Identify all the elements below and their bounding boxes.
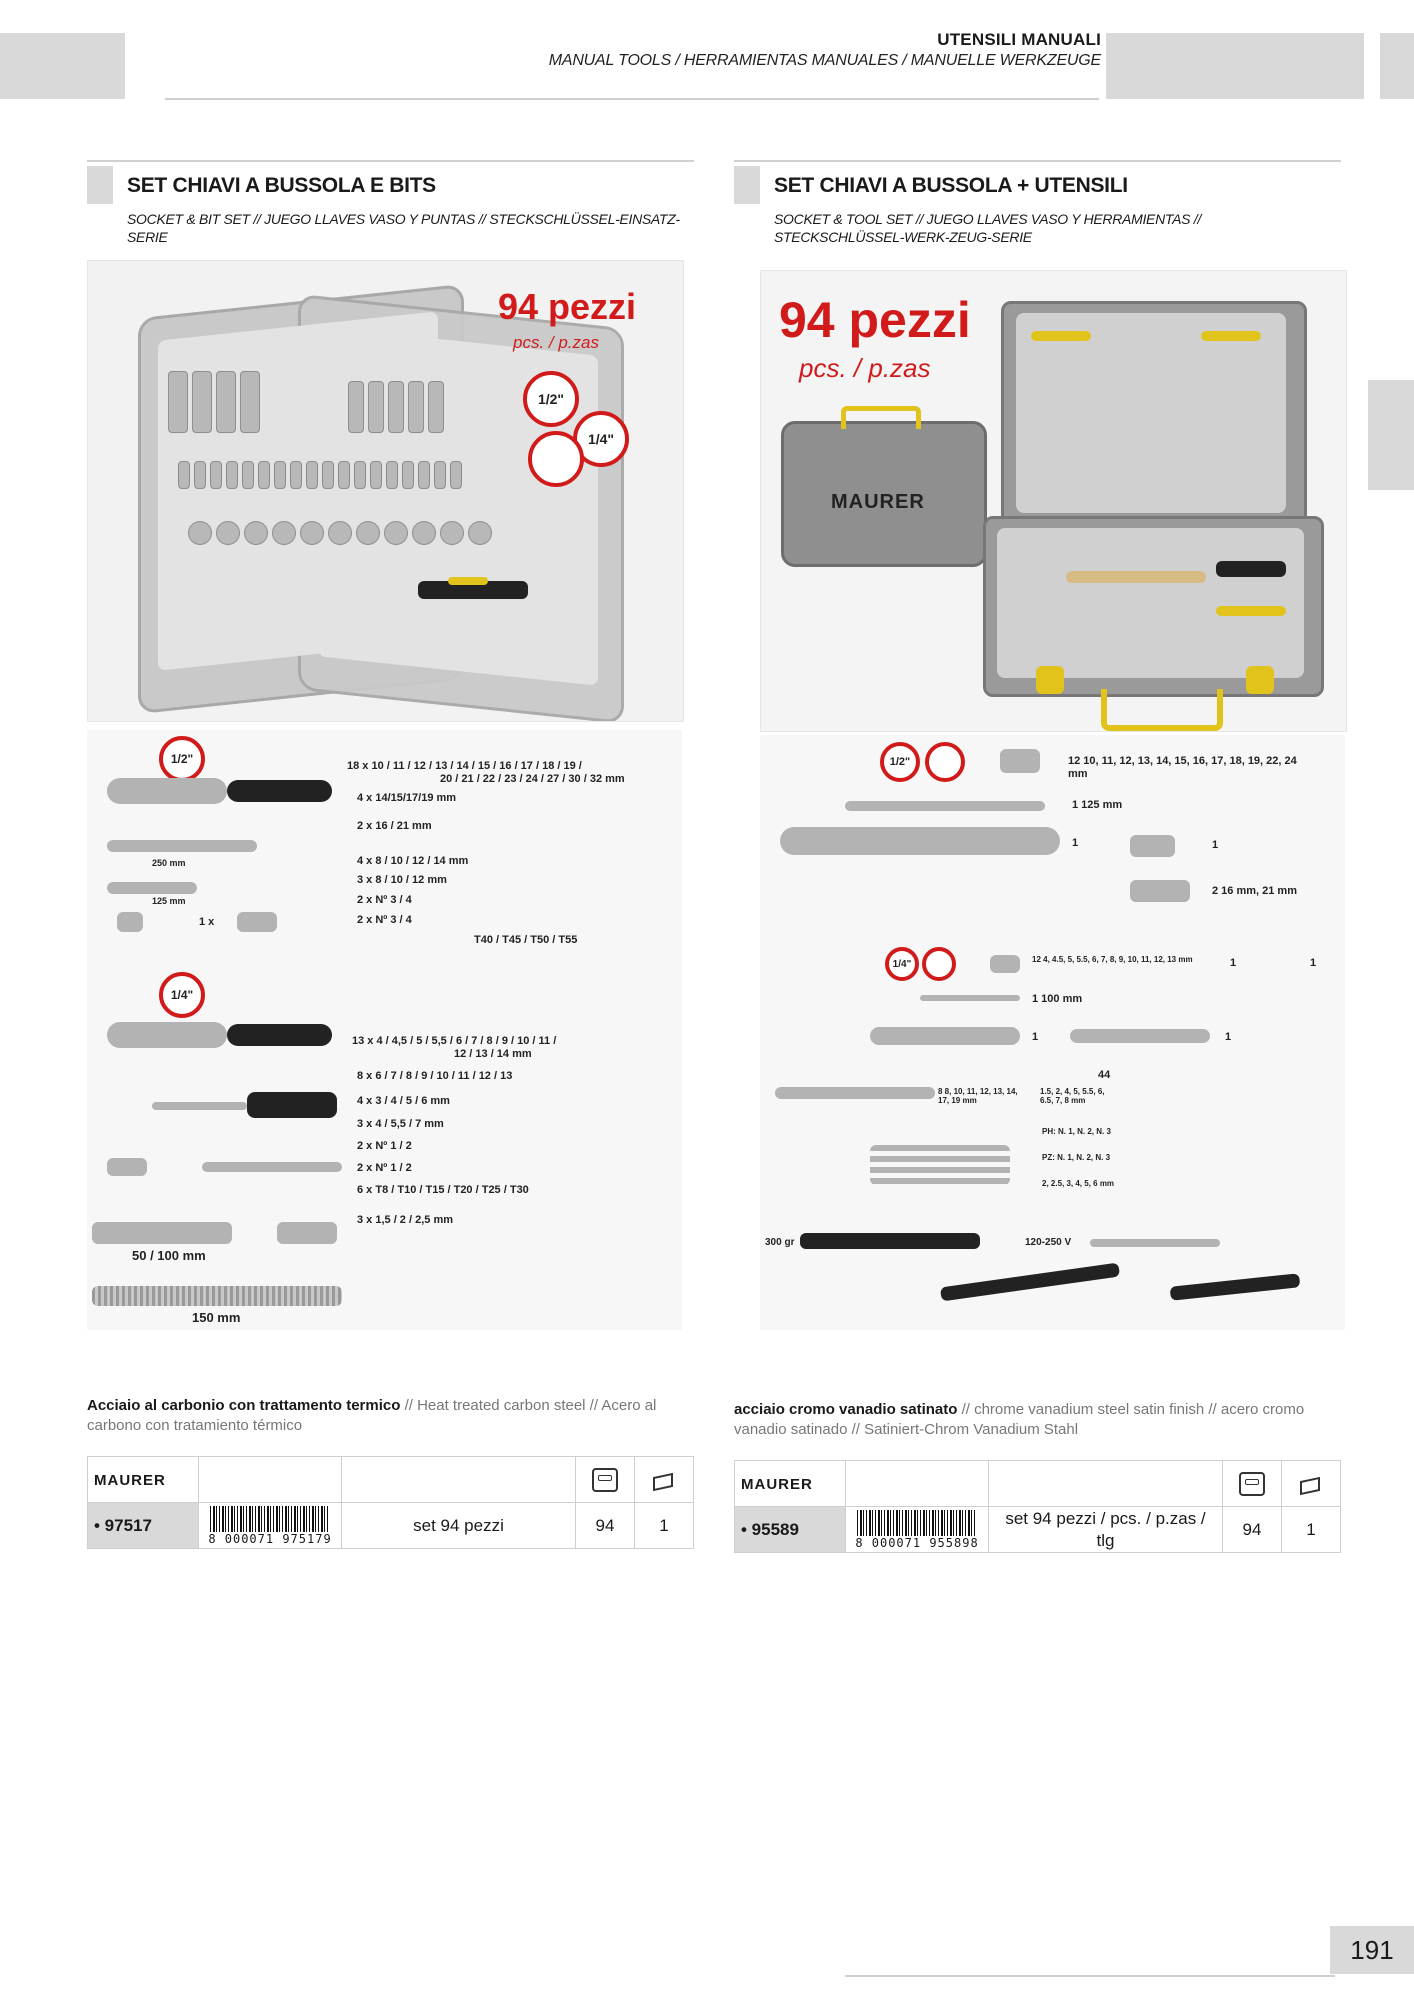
product-qty: 94: [1223, 1507, 1282, 1553]
left-spec-drawing: [87, 730, 682, 1330]
closed-case-handle: [841, 406, 921, 429]
universal-joint-small: [277, 1222, 337, 1244]
spec-line: 2 x Nº 3 / 4: [357, 914, 412, 926]
table-row: [735, 1507, 1341, 1553]
ratchet: [780, 827, 1060, 855]
right-section-divider: [734, 160, 1341, 162]
ratchet-half-inch-grip: [227, 780, 332, 802]
spec-line: 6 x T8 / T10 / T15 / T20 / T25 / T30: [357, 1184, 529, 1196]
spec-line: 1: [1212, 839, 1219, 851]
spec-line: 12 4, 4.5, 5, 5.5, 6, 7, 8, 9, 10, 11, 12, 13 mm: [1032, 955, 1193, 964]
bit-holder-shaft: [152, 1102, 247, 1110]
barcode: [210, 1506, 330, 1532]
box-icon: [592, 1468, 618, 1492]
right-section-title: SET CHIAVI A BUSSOLA + UTENSILI: [774, 174, 1128, 197]
table-row: [88, 1457, 694, 1503]
hex-icon: [925, 742, 965, 782]
adapter-small: [107, 1158, 147, 1176]
barcode-cell: [846, 1507, 989, 1553]
open-case-handle: [1101, 689, 1223, 731]
ratchet-quarter-inch-grip: [227, 1024, 332, 1046]
spec-line: 150 mm: [192, 1310, 241, 1325]
spec-line: 20 / 21 / 22 / 23 / 24 / 27 / 30 / 32 mm: [440, 773, 625, 785]
spec-badge-quarter-inch: 1/4": [159, 972, 205, 1018]
spec-line: 1.5, 2, 4, 5, 5.5, 6, 6.5, 7, 8 mm: [1040, 1087, 1105, 1105]
spec-line: 1: [1225, 1031, 1232, 1043]
brand-cell: [735, 1461, 846, 1507]
closed-case-brand: MAURER: [831, 491, 925, 513]
spec-badge-quarter-inch: 1/4": [885, 947, 919, 981]
header-right-block: [1106, 33, 1364, 99]
product-code: • 95589: [735, 1507, 846, 1553]
spec-line: 2 x Nº 3 / 4: [357, 894, 412, 906]
combination-pliers: [1170, 1273, 1301, 1301]
spec-line: 50 / 100 mm: [132, 1248, 206, 1263]
socket-small: [990, 955, 1020, 973]
spec-line: 3 x 4 / 5,5 / 7 mm: [357, 1118, 444, 1130]
left-section: [87, 160, 694, 246]
spec-line: 1: [1230, 957, 1237, 969]
left-section-subtitle: SOCKET & BIT SET // JUEGO LLAVES VASO Y PUNTAS // STECKSCHLÜSSEL-EINSATZ-SERIE: [127, 211, 680, 245]
right-material-rest: // chrome vanadium steel satin finish // acero cromo vanadio satinado // Satiniert-Chrom Vanadium Stahl: [734, 1401, 1305, 1438]
barcode: [857, 1510, 977, 1536]
left-material-rest: // Heat treated carbon steel // Acero al carbono con tratamiento térmico: [87, 1397, 657, 1434]
case-latch: [1246, 666, 1274, 694]
spec-line: 125 mm: [152, 896, 186, 906]
right-product-photo: [760, 270, 1347, 732]
screwdriver: [1031, 331, 1091, 341]
spec-line: 2 16 mm, 21 mm: [1212, 885, 1297, 897]
universal-joint: [237, 912, 277, 932]
spec-line: 4 x 14/15/17/19 mm: [357, 792, 457, 804]
spec-line: PZ: N. 1, N. 2, N. 3: [1042, 1153, 1111, 1162]
spec-line: 2, 2.5, 3, 4, 5, 6 mm: [1042, 1179, 1115, 1188]
left-material-description: [87, 1396, 682, 1436]
footer-divider: [845, 1975, 1335, 1977]
spec-line: 18 x 10 / 11 / 12 / 13 / 14 / 15 / 16 / 17 / 18 / 19 /: [347, 760, 582, 772]
water-pump-pliers: [940, 1263, 1120, 1302]
screwdriver: [1201, 331, 1261, 341]
right-section-marker: [734, 166, 760, 204]
product-description: set 94 pezzi / pcs. / p.zas / tlg: [989, 1507, 1223, 1553]
spec-line: 44: [1098, 1069, 1111, 1081]
combination-wrench: [775, 1087, 935, 1099]
right-count-label: 94 pezzi: [779, 292, 971, 348]
open-case-bottom-inner: [997, 528, 1304, 678]
spec-line: 8 8, 10, 11, 12, 13, 14, 17, 19 mm: [938, 1087, 1018, 1105]
page-number: 191: [1330, 1926, 1414, 1974]
brand-logo: MAURER: [94, 1471, 166, 1489]
spec-line: PH: N. 1, N. 2, N. 3: [1042, 1127, 1111, 1136]
package-icon: [649, 1469, 679, 1491]
left-section-marker: [87, 166, 113, 204]
spec-line: 1 100 mm: [1032, 993, 1083, 1005]
ratchet-small: [870, 1027, 1020, 1045]
product-code: • 97517: [88, 1503, 199, 1549]
barcode-number: 8 000071 955898: [855, 1535, 979, 1550]
spec-line: 1: [1310, 957, 1317, 969]
left-section-title: SET CHIAVI A BUSSOLA E BITS: [127, 174, 436, 197]
brand-cell: [88, 1457, 199, 1503]
screwdriver-handle: [247, 1092, 337, 1118]
package-icon: [1296, 1473, 1326, 1495]
product-pack: 1: [635, 1503, 694, 1549]
open-case-top-inner: [1016, 313, 1286, 513]
left-product-table: [87, 1456, 694, 1549]
barcode-number: 8 000071 975179: [208, 1531, 332, 1546]
extension-125: [107, 882, 197, 894]
spec-line: 120-250 V: [1025, 1237, 1072, 1248]
spec-badge-half-inch: 1/2": [880, 742, 920, 782]
hex-icon: [922, 947, 956, 981]
spec-line: 3 x 8 / 10 / 12 mm: [357, 874, 447, 886]
left-pcs-label: pcs. / p.zas: [513, 333, 599, 352]
spark-plug-socket: [1130, 880, 1190, 902]
right-product-table: [734, 1460, 1341, 1553]
extension-small: [920, 995, 1020, 1001]
extension: [845, 801, 1045, 811]
ratchet-grip: [448, 577, 488, 585]
right-material-bold: acciaio cromo vanadio satinato: [734, 1401, 958, 1418]
t-bar: [202, 1162, 342, 1172]
table-row: [88, 1503, 694, 1549]
bit-driver: [1070, 1029, 1210, 1043]
header-subtitle: MANUAL TOOLS / HERRAMIENTAS MANUALES / MANUELLE WERKZEUGE: [548, 52, 1101, 69]
spec-line: 1 125 mm: [1072, 799, 1123, 811]
left-count-label: 94 pezzi: [498, 286, 637, 327]
adapter: [117, 912, 143, 932]
header-title: UTENSILI MANUALI: [937, 30, 1101, 49]
flexible-extension: [92, 1286, 342, 1306]
case-latch: [1036, 666, 1064, 694]
right-section: [734, 160, 1341, 246]
product-description: set 94 pezzi: [342, 1503, 576, 1549]
header-left-block: [0, 33, 125, 99]
adapter: [1130, 835, 1175, 857]
voltage-tester: [1090, 1239, 1220, 1247]
spec-line: 8 x 6 / 7 / 8 / 9 / 10 / 11 / 12 / 13: [357, 1070, 513, 1082]
extension-250: [107, 840, 257, 852]
product-pack: 1: [1282, 1507, 1341, 1553]
spec-line: 2 x Nº 1 / 2: [357, 1162, 412, 1174]
spec-line: 3 x 1,5 / 2 / 2,5 mm: [357, 1214, 454, 1226]
spec-line: 250 mm: [152, 858, 186, 868]
spec-line: 13 x 4 / 4,5 / 5 / 5,5 / 6 / 7 / 8 / 9 / 10 / 11 /: [352, 1035, 557, 1047]
spec-line: 1: [1072, 837, 1079, 849]
left-material-bold: Acciaio al carbonio con trattamento termico: [87, 1397, 401, 1414]
spec-line: T40 / T45 / T50 / T55: [474, 934, 578, 946]
pliers: [1216, 561, 1286, 577]
right-pcs-label: pcs. / p.zas: [799, 353, 931, 383]
hex-icon: [528, 431, 584, 487]
hammer-handle: [1066, 571, 1206, 583]
spec-line: 2 x Nº 1 / 2: [357, 1140, 412, 1152]
left-product-photo: [87, 260, 684, 722]
box-icon: [1239, 1472, 1265, 1496]
table-row: [735, 1461, 1341, 1507]
extension-50-100: [92, 1222, 232, 1244]
spec-line: 4 x 3 / 4 / 5 / 6 mm: [357, 1095, 450, 1107]
spec-line: 2 x 16 / 21 mm: [357, 820, 432, 832]
header-divider: [165, 98, 1099, 100]
header-far-block: [1380, 33, 1414, 99]
spec-badge-half-inch: 1/2": [159, 736, 205, 782]
socket: [1000, 749, 1040, 773]
spec-line: 12 10, 11, 12, 13, 14, 15, 16, 17, 18, 19, 22, 24 mm: [1068, 755, 1297, 780]
spec-line: 4 x 8 / 10 / 12 / 14 mm: [357, 855, 469, 867]
brand-logo: MAURER: [741, 1475, 813, 1493]
hammer: [800, 1233, 980, 1249]
badge-half-inch: 1/2": [523, 371, 579, 427]
badge-quarter-inch: 1/4": [573, 411, 629, 467]
side-tab: [1368, 380, 1414, 490]
ratchet-quarter-inch: [107, 1022, 227, 1048]
spec-line: 1 x: [199, 916, 215, 928]
right-section-subtitle: SOCKET & TOOL SET // JUEGO LLAVES VASO Y HERRAMIENTAS // STECKSCHLÜSSEL-WERK-ZEUG-SERIE: [774, 211, 1201, 245]
ratchet-half-inch: [107, 778, 227, 804]
screwdrivers: [870, 1145, 1010, 1185]
pliers-grip: [1216, 606, 1286, 616]
spec-line: 12 / 13 / 14 mm: [454, 1048, 532, 1060]
right-spec-drawing: [760, 735, 1345, 1330]
right-material-description: [734, 1400, 1341, 1440]
barcode-cell: [199, 1503, 342, 1549]
spec-line: 300 gr: [765, 1237, 795, 1248]
product-qty: 94: [576, 1503, 635, 1549]
left-section-divider: [87, 160, 694, 162]
spec-line: 1: [1032, 1031, 1039, 1043]
